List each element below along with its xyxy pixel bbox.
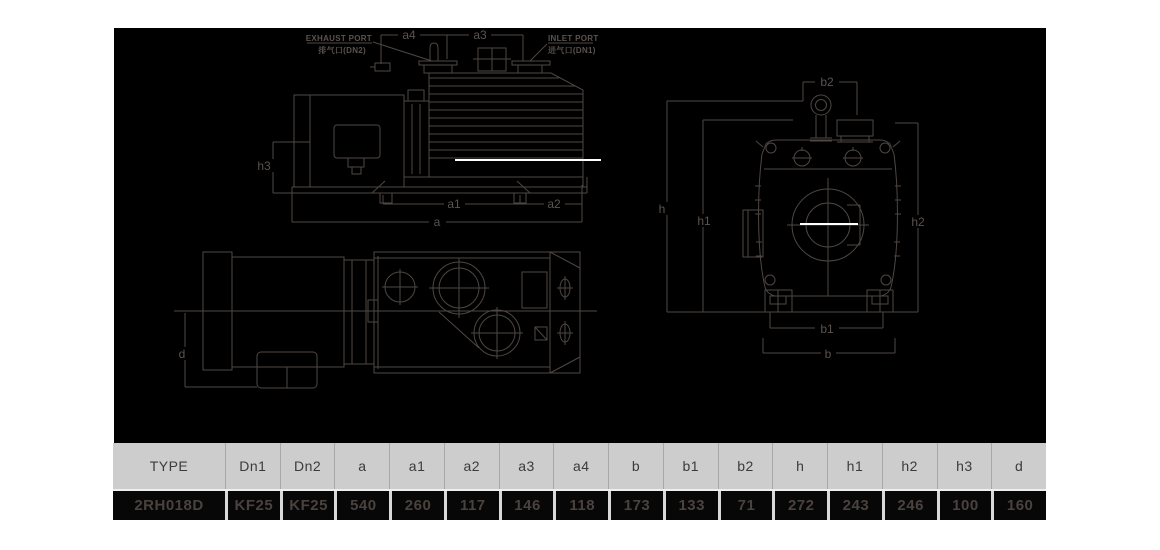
- dim-label-b1: b1: [820, 322, 834, 336]
- value-cell-h1: 243: [827, 491, 882, 520]
- dim-label-b: b: [824, 347, 832, 361]
- dim-label-a2: a2: [547, 197, 561, 211]
- header-cell-a1: a1: [389, 443, 444, 489]
- header-cell-a3: a3: [499, 443, 554, 489]
- front-view-drawing: [654, 75, 930, 361]
- value-cell-dn2: KF25: [280, 491, 335, 520]
- table-header-row: [113, 443, 1046, 489]
- header-cell-b1: b1: [663, 443, 718, 489]
- pump-dimension-drawing: [114, 28, 1046, 443]
- table-value-row: [113, 491, 1046, 520]
- value-cell-b2: 71: [718, 491, 773, 520]
- value-cell-a4: 118: [553, 491, 608, 520]
- header-cell-h3: h3: [937, 443, 992, 489]
- dimension-table: [113, 443, 1046, 520]
- value-cell-a3: 146: [499, 491, 554, 520]
- inlet-port-label-en: INLET PORT: [548, 34, 599, 43]
- dim-label-h2: h2: [911, 215, 925, 229]
- exhaust-port-label-en: EXHAUST PORT: [305, 34, 372, 43]
- dim-label-b2: b2: [820, 75, 834, 89]
- header-cell-b2: b2: [718, 443, 773, 489]
- value-cell-h3: 100: [937, 491, 992, 520]
- dim-label-h3: h3: [257, 159, 271, 173]
- header-cell-type: TYPE: [149, 458, 189, 474]
- value-cell-h: 272: [772, 491, 827, 520]
- header-cell-h: h: [772, 443, 827, 489]
- dim-label-h1: h1: [697, 214, 711, 228]
- value-cell-h2: 246: [882, 491, 937, 520]
- header-cell-a: a: [334, 443, 389, 489]
- dim-label-a3: a3: [473, 28, 487, 42]
- top-view-drawing: [174, 252, 597, 388]
- drawing-canvas: [114, 28, 1046, 443]
- exhaust-port-label-cn: 排气口(DN2): [318, 46, 366, 55]
- value-cell-b1: 133: [663, 491, 718, 520]
- inlet-port-label-cn: 进气口(DN1): [548, 46, 596, 55]
- value-cell-a: 540: [334, 491, 389, 520]
- dim-label-a: a: [433, 215, 441, 229]
- header-cell-b: b: [608, 443, 663, 489]
- value-cell-dn1: KF25: [225, 491, 280, 520]
- dim-label-d: d: [178, 347, 186, 361]
- value-cell-type: 2RH018D: [113, 491, 225, 520]
- value-cell-d: 160: [991, 491, 1046, 520]
- header-cell-dn2: Dn2: [280, 443, 335, 489]
- value-cell-b: 173: [608, 491, 663, 520]
- header-cell-dn1: Dn1: [225, 443, 280, 489]
- dim-label-a1: a1: [447, 197, 461, 211]
- value-cell-a1: 260: [389, 491, 444, 520]
- value-cell-a2: 117: [444, 491, 499, 520]
- side-view-drawing: [253, 28, 601, 229]
- header-cell-h1: h1: [827, 443, 882, 489]
- header-cell-h2: h2: [882, 443, 937, 489]
- dim-label-h: h: [658, 202, 666, 216]
- header-cell-a4: a4: [553, 443, 608, 489]
- header-cell-d: d: [991, 443, 1046, 489]
- dim-label-a4: a4: [402, 28, 416, 42]
- header-cell-a2: a2: [444, 443, 499, 489]
